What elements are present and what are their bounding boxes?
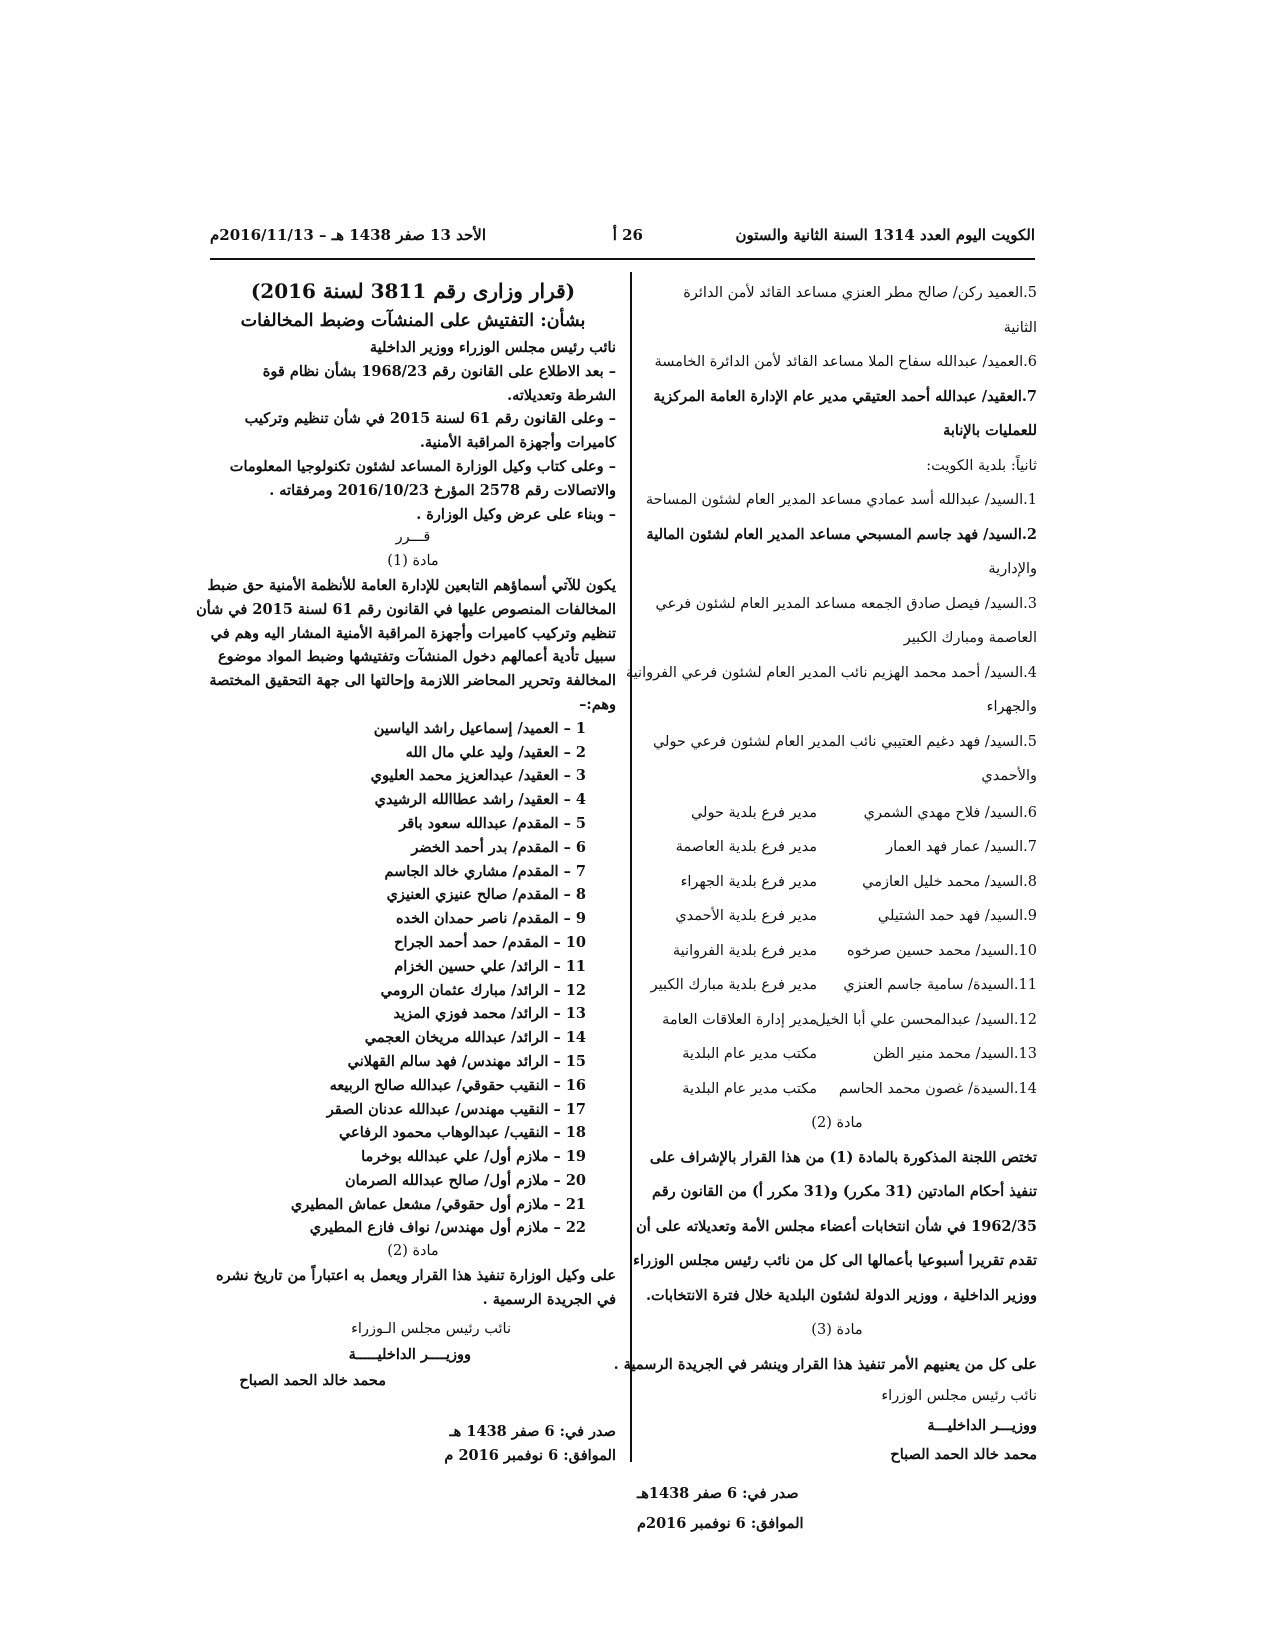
- member-position: مكتب مدير عام البلدية: [682, 1046, 817, 1062]
- issue-date-gregorian: الموافق: 6 نوفمبر 2016م: [637, 1515, 804, 1532]
- member-position: مدير فرع بلدية الأحمدي: [675, 908, 817, 924]
- table-row: [637, 1003, 1037, 1038]
- table-row: [637, 1037, 1037, 1072]
- signature-block: [210, 1316, 616, 1394]
- member-position: مدير فرع بلدية الفروانية: [672, 942, 817, 959]
- list-item: 11 – الرائد/ علي حسين الخزام: [394, 957, 586, 975]
- list-item: 1 – العميد/ إسماعيل راشد الياسين: [373, 719, 586, 737]
- header-divider: [210, 258, 1035, 260]
- member-name: 12.السيد/ عبدالمحسن علي أبا الخيل: [815, 1011, 1037, 1028]
- article-heading: مادة (2): [811, 1115, 863, 1131]
- body-line: في الجريدة الرسمية .: [482, 1290, 616, 1308]
- table-row: [637, 899, 1037, 934]
- list-item: 6 – المقدم/ بدر أحمد الخضر: [411, 838, 586, 856]
- table-row: [637, 1072, 1037, 1107]
- signature-title: نائب رئيس مجلس الوزراء: [881, 1388, 1037, 1404]
- signature-title: نائب رئيس مجلس الـوزراء: [351, 1320, 511, 1337]
- body-line: تقدم تقريرا أسبوعيا بأعمالها الى كل من نائب رئيس مجلس الوزراء: [633, 1252, 1037, 1269]
- list-line: والأحمدي: [981, 768, 1037, 784]
- article-heading: مادة (3): [811, 1322, 863, 1338]
- body-line: على وكيل الوزارة تنفيذ هذا القرار ويعمل به اعتباراً من تاريخ نشره: [215, 1267, 616, 1285]
- body-line: وهم:–: [579, 695, 616, 713]
- list-item: 12 – الرائد/ مبارك عثمان الرومي: [380, 981, 586, 999]
- member-name: 7.السيد/ عمار فهد العمار: [886, 839, 1037, 855]
- list-line: 5.العميد ركن/ صالح مطر العنزي مساعد القائد لأمن الدائرة: [683, 285, 1037, 301]
- list-item: 22 – ملازم أول مهندس/ نواف فازع المطيري: [309, 1219, 586, 1237]
- signature-title: ووزيــــر الداخليـــــة: [348, 1345, 471, 1363]
- list-item: 7 – المقدم/ مشاري خالد الجاسم: [384, 862, 586, 880]
- list-line: الثانية: [1003, 319, 1037, 336]
- list-item: 9 – المقدم/ ناصر حمدان الخده: [395, 910, 586, 928]
- article-heading: مادة (1): [387, 553, 439, 570]
- preamble-line: – بعد الاطلاع على القانون رقم 1968/23 بشأن نظام قوة: [262, 362, 616, 380]
- list-line: والجهراء: [986, 699, 1037, 715]
- body-line: يكون للآتي أسماؤهم التابعين للإدارة العامة للأنظمة الأمنية حق ضبط: [207, 576, 616, 594]
- article-body: [633, 1141, 1037, 1314]
- issue-date-hijri: صدر في: 6 صفر 1438 هـ: [449, 1422, 616, 1440]
- signatory-name: محمد خالد الحمد الصباح: [890, 1446, 1037, 1463]
- article-body: [613, 1348, 1037, 1383]
- preamble-line: والاتصالات رقم 2578 المؤرخ 2016/10/23 ومرفقاته .: [269, 481, 616, 499]
- member-name: 14.السيدة/ غصون محمد الحاسم: [838, 1080, 1037, 1097]
- page-number: 26 أ: [612, 226, 643, 244]
- column-divider: [630, 272, 632, 1462]
- list-line: 6.العميد/ عبدالله سفاح الملا مساعد القائد لأمن الدائرة الخامسة: [654, 354, 1037, 370]
- body-line: ووزير الداخلية ، ووزير الدولة لشئون البلدية خلال فترة الانتخابات.: [645, 1286, 1037, 1304]
- decree-subtitle: بشأن: التفتيش على المنشآت وضبط المخالفات: [240, 311, 586, 331]
- body-line: على كل من يعنيهم الأمر تنفيذ هذا القرار وينشر في الجريدة الرسمية .: [613, 1355, 1037, 1373]
- list-item: 20 – ملازم أول/ صالح عبدالله الصرمان: [344, 1171, 586, 1189]
- member-position: مدير فرع بلدية حولي: [690, 804, 817, 821]
- member-name: 10.السيد/ محمد حسين صرخوه: [847, 942, 1037, 959]
- table-row: [637, 968, 1037, 1003]
- member-position: مدير إدارة العلاقات العامة: [662, 1011, 817, 1028]
- member-name: 11.السيدة/ سامية جاسم العنزي: [843, 977, 1037, 993]
- body-line: المخالفة وتحرير المحاضر اللازمة وإحالتها الى جهة التحقيق المختصة: [209, 672, 616, 690]
- members-list: [210, 717, 616, 1241]
- decree-title: (قرار وزارى رقم 3811 لسنة 2016): [250, 279, 576, 303]
- page-header: [210, 226, 1035, 254]
- list-item: 13 – الرائد/ محمد فوزي المزيد: [393, 1005, 586, 1023]
- issue-info: [210, 1420, 616, 1468]
- right-column: [613, 276, 1037, 1539]
- signatory-name: محمد خالد الحمد الصباح: [239, 1371, 386, 1389]
- list-line: 7.العقيد/ عبدالله أحمد العتيقي مدير عام الإدارة العامة المركزية: [653, 387, 1037, 405]
- list-line: والإدارية: [988, 561, 1037, 577]
- preamble-line: – وبناء على عرض وكيل الوزارة .: [416, 505, 616, 523]
- list-item: 14 – الرائد/ عبدالله مريخان العجمي: [364, 1029, 586, 1047]
- body-line: سبيل تأدية أعمالهم دخول المنشآت وتفتيشها وضبط المواد موضوع: [217, 648, 616, 666]
- member-name: 9.السيد/ فهد حمد الشتيلي: [877, 908, 1037, 924]
- member-position: مدير فرع بلدية العاصمة: [675, 839, 817, 855]
- article-body: [210, 1264, 616, 1312]
- table-row: [637, 865, 1037, 900]
- list-item: 5 – المقدم/ عبدالله سعود باقر: [399, 814, 586, 832]
- municipality-table: [637, 796, 1037, 1107]
- issue-info: [637, 1479, 1037, 1539]
- list-item: 4 – العقيد/ راشد عطاالله الرشيدي: [374, 791, 586, 809]
- preamble: [210, 336, 616, 526]
- issue-date-gregorian: الموافق: 6 نوفمبر 2016 م: [444, 1446, 616, 1464]
- list-line: 2.السيد/ فهد جاسم المسبحي مساعد المدير العام لشئون المالية: [646, 525, 1037, 543]
- preamble-line: – وعلى القانون رقم 61 لسنة 2015 في شأن تنظيم وتركيب: [244, 410, 616, 428]
- list-item: 2 – العقيد/ وليد علي مال الله: [405, 743, 586, 761]
- member-name: 6.السيد/ فلاح مهدي الشمري: [863, 804, 1037, 821]
- article-heading: مادة (2): [387, 1243, 439, 1260]
- left-column: [196, 276, 616, 1468]
- section-heading: ثانياً: بلدية الكويت:: [926, 457, 1037, 474]
- body-line: تنظيم وتركيب كاميرات وأجهزة المراقبة الأمنية المشار اليه وهم في: [210, 624, 616, 642]
- member-position: مكتب مدير عام البلدية: [682, 1080, 817, 1097]
- preamble-line: نائب رئيس مجلس الوزراء ووزير الداخلية: [369, 339, 616, 356]
- decided-heading: قـــرر: [395, 529, 431, 546]
- signature-block: [637, 1382, 1037, 1469]
- list-item: 15 – الرائد مهندس/ فهد سالم القهلاني: [347, 1052, 586, 1070]
- list-line: 5.السيد/ فهد دغيم العتيبي نائب المدير العام لشئون فرعي حولي: [652, 733, 1037, 750]
- list-line: 3.السيد/ فيصل صادق الجمعه مساعد المدير العام لشئون فرعي: [655, 595, 1037, 612]
- member-position: مدير فرع بلدية مبارك الكبير: [650, 977, 817, 993]
- body-line: تنفيذ أحكام المادتين (31 مكرر) و(31 مكرر أ) من القانون رقم: [652, 1183, 1037, 1200]
- list-line: للعمليات بالإنابة: [943, 422, 1037, 439]
- list-item: 21 – ملازم أول حقوقي/ مشعل عماش المطيري: [290, 1195, 586, 1213]
- preamble-line: – وعلى كتاب وكيل الوزارة المساعد لشئون تكنولوجيا المعلومات: [229, 457, 616, 475]
- list-item: 8 – المقدم/ صالح عنيزي العنيزي: [386, 886, 586, 904]
- article-body: [196, 574, 616, 717]
- gazette-issue: الكويت اليوم العدد 1314 السنة الثانية والستون: [735, 226, 1035, 244]
- signature-title: ووزيـــر الداخليـــة: [927, 1417, 1037, 1434]
- committee-list-continued: [625, 276, 1037, 794]
- table-row: [637, 796, 1037, 831]
- body-line: تختص اللجنة المذكورة بالمادة (1) من هذا القرار بالإشراف على: [649, 1148, 1037, 1166]
- list-line: 4.السيد/ أحمد محمد الهزيم نائب المدير العام لشئون فرعي الفروانية: [625, 664, 1037, 681]
- issue-date: الأحد 13 صفر 1438 هـ – 2016/11/13م: [210, 226, 486, 244]
- body-line: المخالفات المنصوص عليها في القانون رقم 61 لسنة 2015 في شأن: [196, 600, 616, 618]
- list-item: 18 – النقيب/ عبدالوهاب محمود الرفاعي: [338, 1124, 586, 1142]
- body-line: 1962/35 في شأن انتخابات أعضاء مجلس الأمة وتعديلاته على أن: [636, 1217, 1037, 1235]
- list-item: 10 – المقدم/ حمد أحمد الجراح: [394, 933, 586, 951]
- member-position: مدير فرع بلدية الجهراء: [680, 873, 817, 890]
- member-name: 8.السيد/ محمد خليل العازمي: [862, 873, 1037, 890]
- list-item: 19 – ملازم أول/ علي عبدالله بوخرما: [361, 1148, 586, 1166]
- table-row: [637, 934, 1037, 969]
- member-name: 13.السيد/ محمد منير الظن: [872, 1046, 1037, 1062]
- table-row: [637, 830, 1037, 865]
- list-item: 16 – النقيب حقوقي/ عبدالله صالح الربيعه: [329, 1076, 586, 1094]
- list-item: 17 – النقيب مهندس/ عبدالله عدنان الصقر: [326, 1100, 586, 1118]
- preamble-line: كاميرات وأجهزة المراقبة الأمنية.: [419, 434, 616, 452]
- list-item: 3 – العقيد/ عبدالعزيز محمد العليوي: [370, 767, 586, 785]
- list-line: 1.السيد/ عبدالله أسد عمادي مساعد المدير العام لشئون المساحة: [645, 492, 1037, 508]
- list-line: العاصمة ومبارك الكبير: [903, 630, 1037, 646]
- preamble-line: الشرطة وتعديلاته.: [507, 386, 616, 404]
- issue-date-hijri: صدر في: 6 صفر 1438هـ: [637, 1485, 799, 1502]
